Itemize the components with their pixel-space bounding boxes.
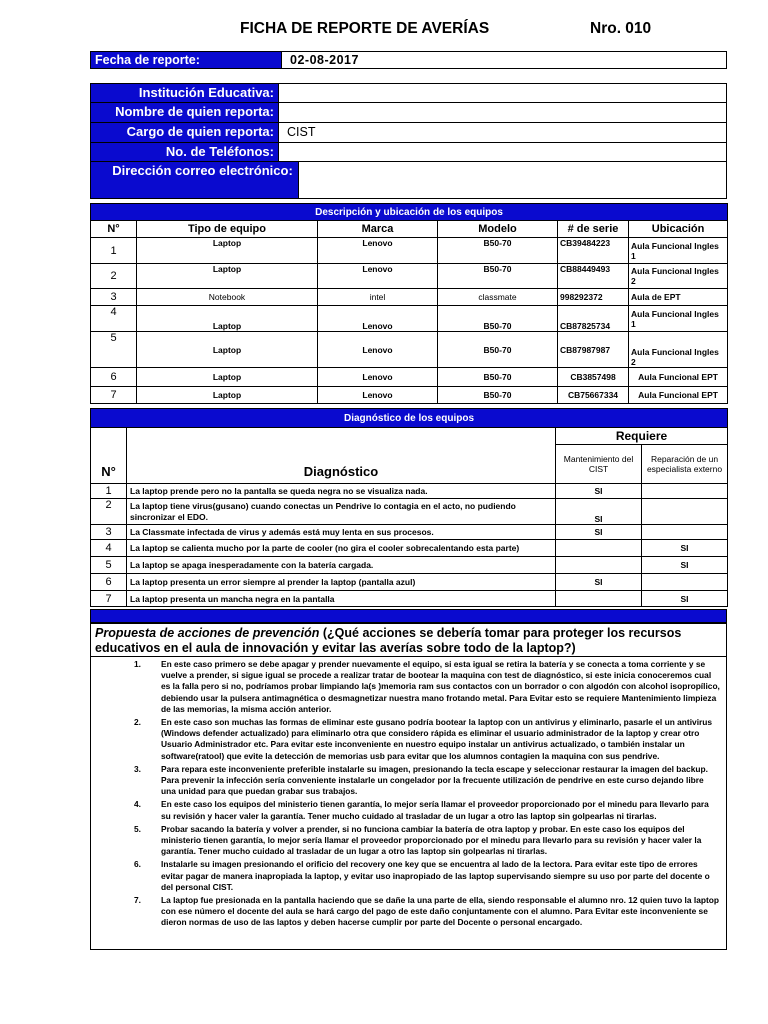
info-value[interactable] — [279, 84, 726, 102]
cell-marca: Lenovo — [318, 332, 438, 368]
col-header: Ubicación — [629, 221, 728, 238]
cell-reparacion — [642, 574, 728, 591]
cell-reparacion — [642, 484, 728, 499]
row-number: 5 — [91, 557, 127, 574]
item-number: 5. — [134, 823, 141, 834]
report-number: Nro. 010 — [590, 20, 652, 37]
diagnostico-table — [90, 408, 728, 607]
cell-mantenimiento — [556, 557, 642, 574]
equipos-header-row — [91, 221, 728, 238]
fecha-value[interactable]: 02-08-2017 — [290, 53, 359, 67]
col-header: Modelo — [438, 221, 558, 238]
section-divider — [90, 609, 727, 623]
item-number: 4. — [134, 799, 141, 810]
table-row — [91, 332, 728, 368]
row-number: 6 — [91, 368, 137, 387]
table-row — [91, 574, 728, 591]
list-item — [91, 895, 726, 929]
cell-reparacion: SI — [642, 591, 728, 607]
row-number: 2 — [91, 499, 127, 525]
col-header: N° — [91, 221, 137, 238]
cell-diagnostico: La Classmate infectada de virus y además está muy lenta en sus procesos. — [127, 525, 556, 540]
table-row — [91, 387, 728, 404]
col-header: Tipo de equipo — [137, 221, 318, 238]
cell-tipo: Laptop — [137, 332, 318, 368]
cell-ubicacion: Aula Funcional EPT — [629, 387, 728, 404]
cell-marca: Lenovo — [318, 264, 438, 289]
row-number: 4 — [91, 306, 137, 332]
cell-modelo: B50-70 — [438, 238, 558, 264]
cell-ubicacion: Aula Funcional Ingles 1 — [629, 238, 728, 264]
cell-reparacion — [642, 525, 728, 540]
info-label: Institución Educativa: — [91, 84, 279, 102]
info-row-cargo — [91, 123, 726, 143]
col-header: # de serie — [558, 221, 629, 238]
propuesta-header — [91, 624, 726, 657]
table-row — [91, 591, 728, 607]
item-number: 7. — [134, 895, 141, 906]
cell-tipo: Notebook — [137, 289, 318, 306]
cell-reparacion: SI — [642, 540, 728, 557]
cell-tipo: Laptop — [137, 368, 318, 387]
row-number: 7 — [91, 591, 127, 607]
row-number: 1 — [91, 484, 127, 499]
cell-marca: Lenovo — [318, 238, 438, 264]
item-text: En este caso los equipos del ministerio tienen garantía, lo mejor sería llamar el proveedor proporcionado por el minedu para llevarlo para su revisión y hacer valer la garantía. Tener mucho cuidado al trasladar de un lugar a otro las laptop sin golpearlas ni tirarlas. — [161, 799, 709, 821]
row-number: 3 — [91, 525, 127, 540]
cell-serie: CB39484223 — [558, 238, 629, 264]
cell-diagnostico: La laptop se apaga inesperadamente con la batería cargada. — [127, 557, 556, 574]
item-text: Instalarle su imagen presionando el orificio del recovery one key que se encuentra al lado de la lectora. Para evitar este tipo de errores evitar pagar de manera inapropiada la laptop, y evitar uso inapropiado de las laptop supervisando siempre su uso por parte del docente o del personal CIST. — [161, 859, 710, 892]
row-number: 4 — [91, 540, 127, 557]
fecha-label: Fecha de reporte: — [91, 52, 282, 68]
info-label: Dirección correo electrónico: — [91, 162, 299, 198]
cell-diagnostico: La laptop prende pero no la pantalla se queda negra no se visualiza nada. — [127, 484, 556, 499]
cell-marca: Lenovo — [318, 387, 438, 404]
cell-diagnostico: La laptop tiene virus(gusano) cuando conectas un Pendrive lo contagia en el acto, no pudiendo sincronizar el EDO. — [127, 499, 556, 525]
table-row — [91, 525, 728, 540]
col-header: Marca — [318, 221, 438, 238]
fecha-row — [90, 51, 727, 69]
info-block — [90, 83, 727, 199]
item-number: 6. — [134, 859, 141, 870]
item-number: 2. — [134, 717, 141, 728]
equipos-title: Descripción y ubicación de los equipos — [91, 204, 728, 221]
cell-serie: CB3857498 — [558, 368, 629, 387]
cell-ubicacion: Aula Funcional Ingles 1 — [629, 306, 728, 332]
requiere-header: Requiere — [556, 428, 728, 445]
item-number: 1. — [134, 659, 141, 669]
info-row-correo — [91, 162, 726, 198]
cell-serie: CB87825734 — [558, 306, 629, 332]
cell-mantenimiento — [556, 591, 642, 607]
list-item — [91, 799, 726, 821]
item-text: Probar sacando la batería y volver a prender, si no funciona cambiar la batería de otra laptop y probar. En este caso los equipos del ministerio tienen garantía, lo mejor sería llamar el proveedor proporcionado por el minedu para llevarlo para su revisión y hacer valer la garantía. Tener mucho cuidado al trasladar de un lugar a otro las laptop sin golpearlas ni tirarlas. — [161, 823, 702, 857]
item-text: La laptop fue presionada en la pantalla haciendo que se dañe la una parte de ella, siendo responsable el alumno nro. 12 quien tuvo la laptop con ese número el docente del aula se hará cargo del pago de este daño conjuntamente con el alumno. Para Evitar este inconveniente se dieron normas de uso de las laptos y deben hacerse cumplir por parte del Docente o personal encargado. — [161, 895, 719, 928]
cell-modelo: B50-70 — [438, 387, 558, 404]
info-value[interactable] — [279, 143, 726, 161]
cell-marca: intel — [318, 289, 438, 306]
item-text: En este caso son muchas las formas de eliminar este gusano podría bootear la laptop con un antivirus y eliminarlo, pasarle el un antivirus (Windows defender actualizado) para eliminarlo otra que considero rápida es eliminar el usuario administrador de la laptop y crear otro Usuario Administrador etc. Para evitar este inconveniente en nuestro equipo instalar un antivirus actualizado, o también instalar un software(ratool) que evite la detección de memorias usb para evitar que los alumnos contagien la maquina con sus pendrive. — [161, 717, 713, 761]
row-number: 5 — [91, 332, 137, 368]
cell-ubicacion: Aula Funcional EPT — [629, 368, 728, 387]
info-row-nombre — [91, 103, 726, 123]
cell-modelo: B50-70 — [438, 264, 558, 289]
diag-header: Diagnóstico — [127, 428, 556, 484]
cell-serie: 998292372 — [558, 289, 629, 306]
cell-modelo: B50-70 — [438, 332, 558, 368]
cell-mantenimiento: SI — [556, 499, 642, 525]
list-item — [91, 659, 726, 715]
equipos-table — [90, 203, 728, 404]
cell-marca: Lenovo — [318, 306, 438, 332]
row-number: 2 — [91, 264, 137, 289]
diag-n-header: N° — [91, 428, 127, 484]
reparacion-header: Reparación de un especialista externo — [642, 445, 728, 484]
mantenimiento-header: Mantenimiento del CIST — [556, 445, 642, 484]
cell-diagnostico: La laptop se calienta mucho por la parte de cooler (no gira el cooler sobrecalentando esta parte) — [127, 540, 556, 557]
list-item — [91, 764, 726, 798]
cell-ubicacion: Aula Funcional Ingles 2 — [629, 264, 728, 289]
cell-marca: Lenovo — [318, 368, 438, 387]
propuesta-section — [90, 623, 727, 950]
cell-serie: CB75667334 — [558, 387, 629, 404]
cell-mantenimiento: SI — [556, 525, 642, 540]
info-row-institucion — [91, 84, 726, 103]
cell-tipo: Laptop — [137, 306, 318, 332]
cell-tipo: Laptop — [137, 238, 318, 264]
cell-ubicacion: Aula de EPT — [629, 289, 728, 306]
info-label: Nombre de quien reporta: — [91, 103, 279, 122]
list-item — [91, 824, 726, 858]
info-value[interactable] — [299, 162, 726, 198]
diagnostico-title: Diagnóstico de los equipos — [91, 409, 728, 428]
table-row — [91, 306, 728, 332]
info-label: Cargo de quien reporta: — [91, 123, 279, 142]
info-value[interactable]: CIST — [287, 125, 316, 139]
propuesta-label: Propuesta de acciones de prevención — [95, 626, 320, 640]
propuesta-question: (¿Qué acciones se debería tomar para proteger los recursos educativos en el aula de innovación y evitar las averías sobre todo de la laptop?) — [95, 626, 682, 655]
list-item — [91, 859, 726, 893]
row-number: 1 — [91, 238, 137, 264]
table-row — [91, 540, 728, 557]
row-number: 7 — [91, 387, 137, 404]
row-number: 3 — [91, 289, 137, 306]
cell-tipo: Laptop — [137, 264, 318, 289]
info-row-telefonos — [91, 143, 726, 162]
cell-modelo: B50-70 — [438, 368, 558, 387]
cell-modelo: classmate — [438, 289, 558, 306]
list-item — [91, 717, 726, 762]
table-row — [91, 499, 728, 525]
cell-serie: CB87987987 — [558, 332, 629, 368]
form-title: FICHA DE REPORTE DE AVERÍAS — [240, 20, 490, 37]
item-text: En este caso primero se debe apagar y prender nuevamente el equipo, si esta igual se retira la batería y se conecta a toma corriente y se vuelve a prender, si sigue igual se procede a realizar tratar de bootear la maquina con test de diagnóstico, si este inicia conoceremos cual es la falla pero si no, podríamos probar limpiando la(s )memoria ram sus contactos con un borrador o con algodón con alcohol isopropílico, debiendo usar la pulsera antimagnética o desmagnetizar nuestra mano frotando metal. Para Evitar esto se requiere Mantenimiento limpieza de las memorias, la misma acción anterior. — [161, 659, 720, 714]
cell-ubicacion: Aula Funcional Ingles 2 — [629, 332, 728, 368]
cell-modelo: B50-70 — [438, 306, 558, 332]
item-text: Para repara este inconveniente preferible instalarle su imagen, presionando la tecla escape y seleccionar restaurar la imagen del backup. Para prevenir la infección sería conveniente instalarle un congelador por la frecuente utilización de pendrive en este curso dejando libre una unidad para que puedan grabar sus trabajos. — [161, 763, 708, 797]
table-row — [91, 368, 728, 387]
info-label: No. de Teléfonos: — [91, 143, 279, 161]
table-row — [91, 557, 728, 574]
table-row — [91, 264, 728, 289]
cell-reparacion: SI — [642, 557, 728, 574]
cell-tipo: Laptop — [137, 387, 318, 404]
item-number: 3. — [134, 763, 141, 774]
cell-reparacion — [642, 499, 728, 525]
propuesta-list — [91, 659, 726, 929]
cell-mantenimiento: SI — [556, 484, 642, 499]
table-row — [91, 289, 728, 306]
cell-diagnostico: La laptop presenta un mancha negra en la pantalla — [127, 591, 556, 607]
row-number: 6 — [91, 574, 127, 591]
cell-diagnostico: La laptop presenta un error siempre al prender la laptop (pantalla azul) — [127, 574, 556, 591]
cell-serie: CB88449493 — [558, 264, 629, 289]
cell-mantenimiento — [556, 540, 642, 557]
cell-mantenimiento: SI — [556, 574, 642, 591]
table-row — [91, 238, 728, 264]
table-row — [91, 484, 728, 499]
info-value[interactable] — [279, 103, 726, 122]
